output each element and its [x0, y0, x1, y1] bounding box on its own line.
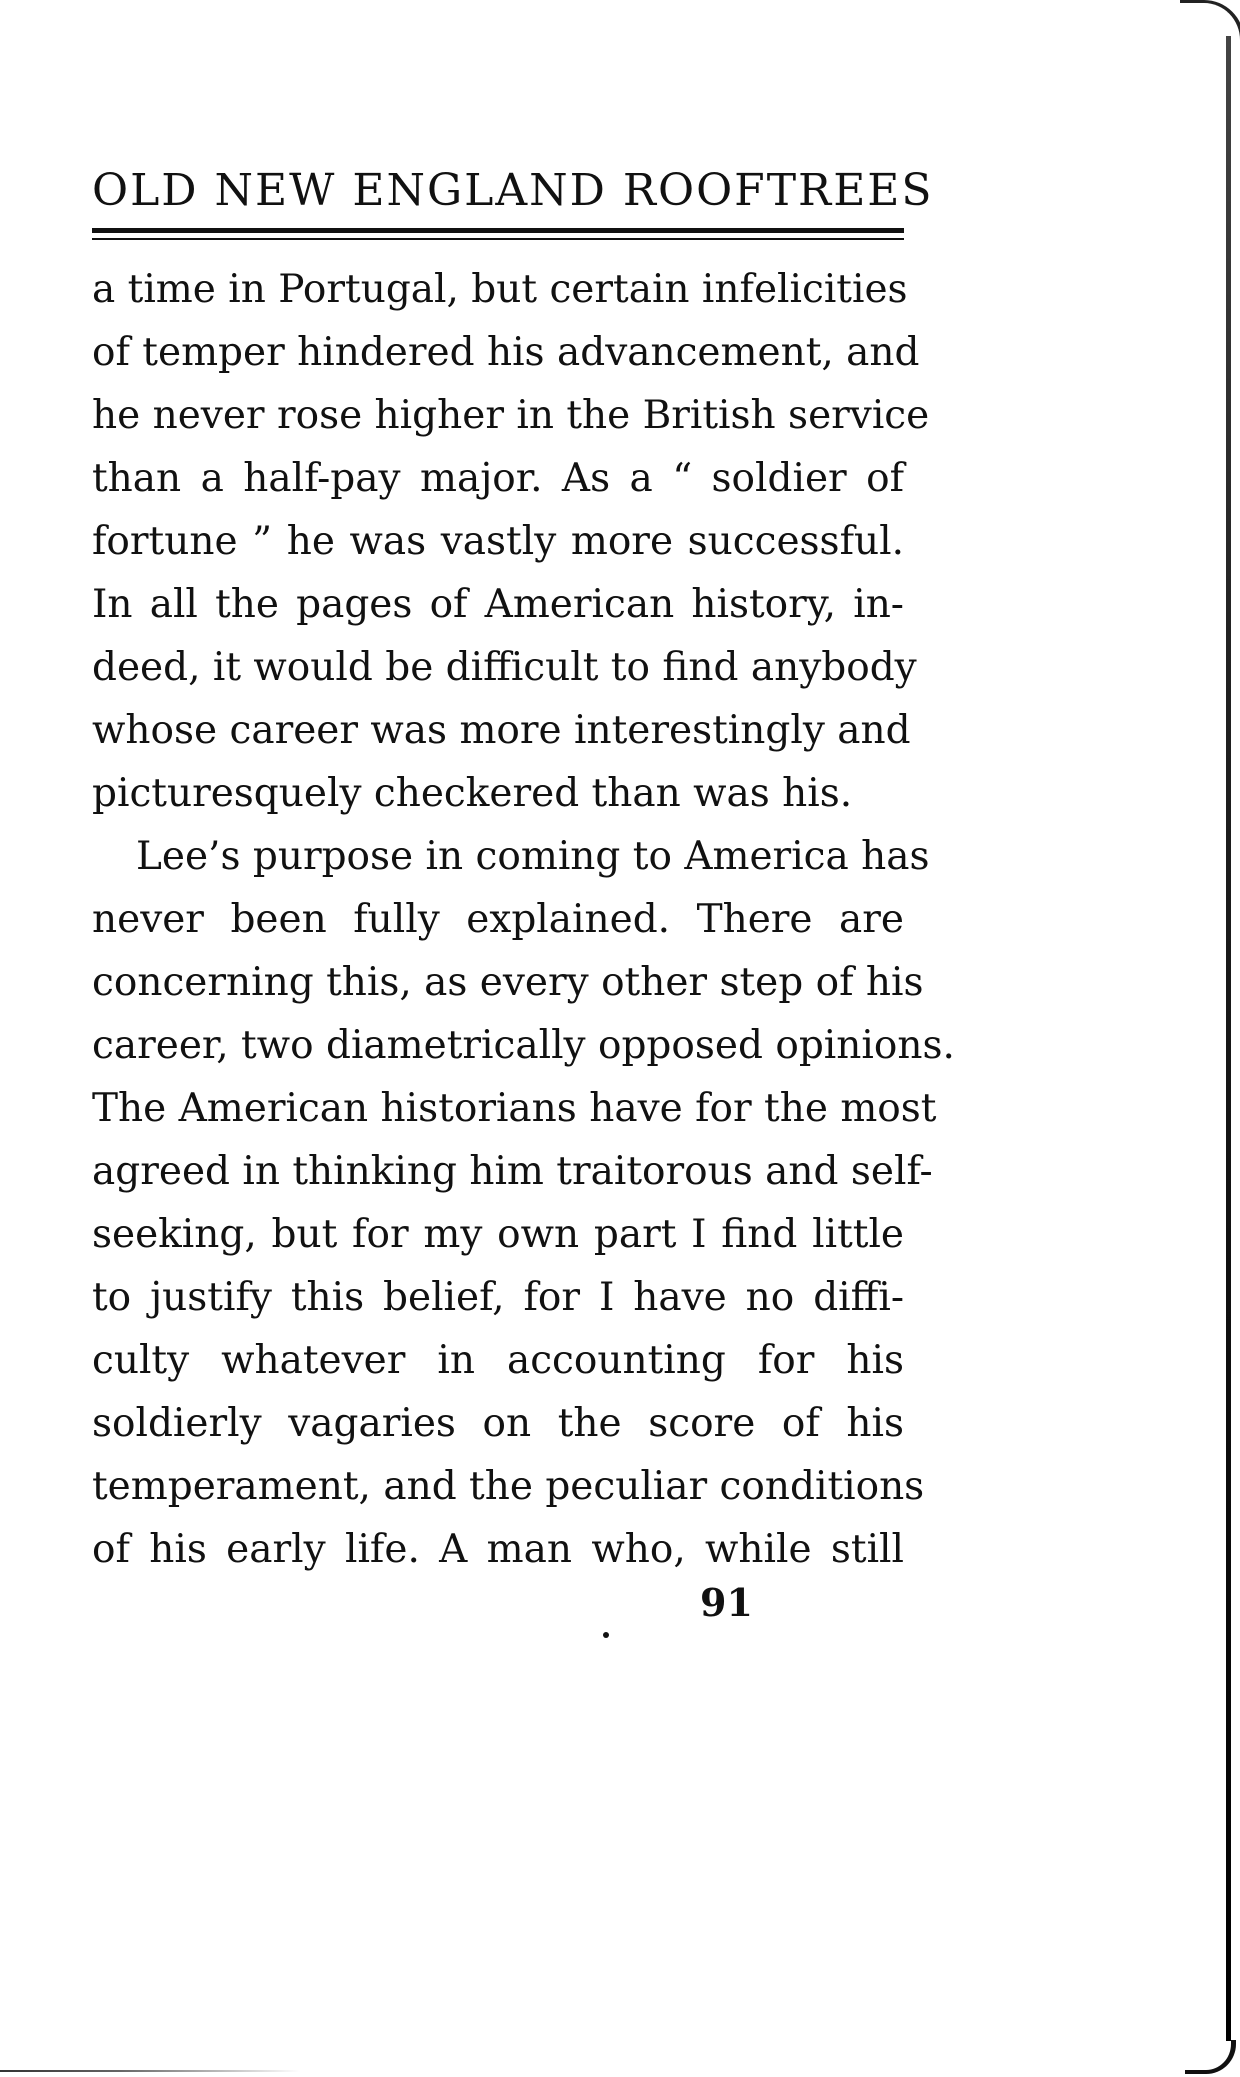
text-line: to justify this belief, for I have no diffi- [92, 1275, 904, 1320]
page-edge-shadow [1226, 36, 1231, 2041]
text-line: concerning this, as every other step of his [92, 960, 924, 1005]
text-line: never been fully explained. There are [92, 897, 904, 942]
text-line: The American historians have for the most [92, 1086, 937, 1131]
text-line: than a half-pay major. As a “ soldier of [92, 456, 904, 501]
bottom-scan-edge [0, 2070, 300, 2072]
text-line: a time in Portugal, but certain infelicities [92, 267, 908, 312]
text-line: In all the pages of American history, in- [92, 582, 904, 627]
text-line: culty whatever in accounting for his [92, 1338, 904, 1383]
text-line: fortune ” he was vastly more successful. [92, 519, 904, 564]
page-number: 91 [700, 1580, 753, 1625]
text-line: Lee’s purpose in coming to America has [136, 834, 930, 879]
header-rule-thick [92, 228, 904, 233]
text-line: he never rose higher in the British service [92, 393, 930, 438]
text-line: soldierly vagaries on the score of his [92, 1401, 904, 1446]
text-line: temperament, and the peculiar conditions [92, 1464, 925, 1509]
text-line: deed, it would be difficult to find anybody [92, 645, 917, 690]
text-line: agreed in thinking him traitorous and self- [92, 1149, 933, 1194]
text-line: career, two diametrically opposed opinions. [92, 1023, 955, 1068]
text-line: picturesquely checkered than was his. [92, 771, 853, 816]
text-line: of temper hindered his advancement, and [92, 330, 920, 375]
paragraph-2 [92, 825, 955, 1581]
ink-speck [603, 1632, 609, 1638]
header-rule-thin [92, 238, 904, 240]
text-line: of his early life. A man who, while still [92, 1527, 904, 1572]
body-text [92, 258, 955, 1581]
paragraph-1 [92, 258, 930, 825]
running-head-title: OLD NEW ENGLAND ROOFTREES [92, 165, 934, 216]
text-line: seeking, but for my own part I find little [92, 1212, 904, 1257]
text-line: whose career was more interestingly and [92, 708, 911, 753]
